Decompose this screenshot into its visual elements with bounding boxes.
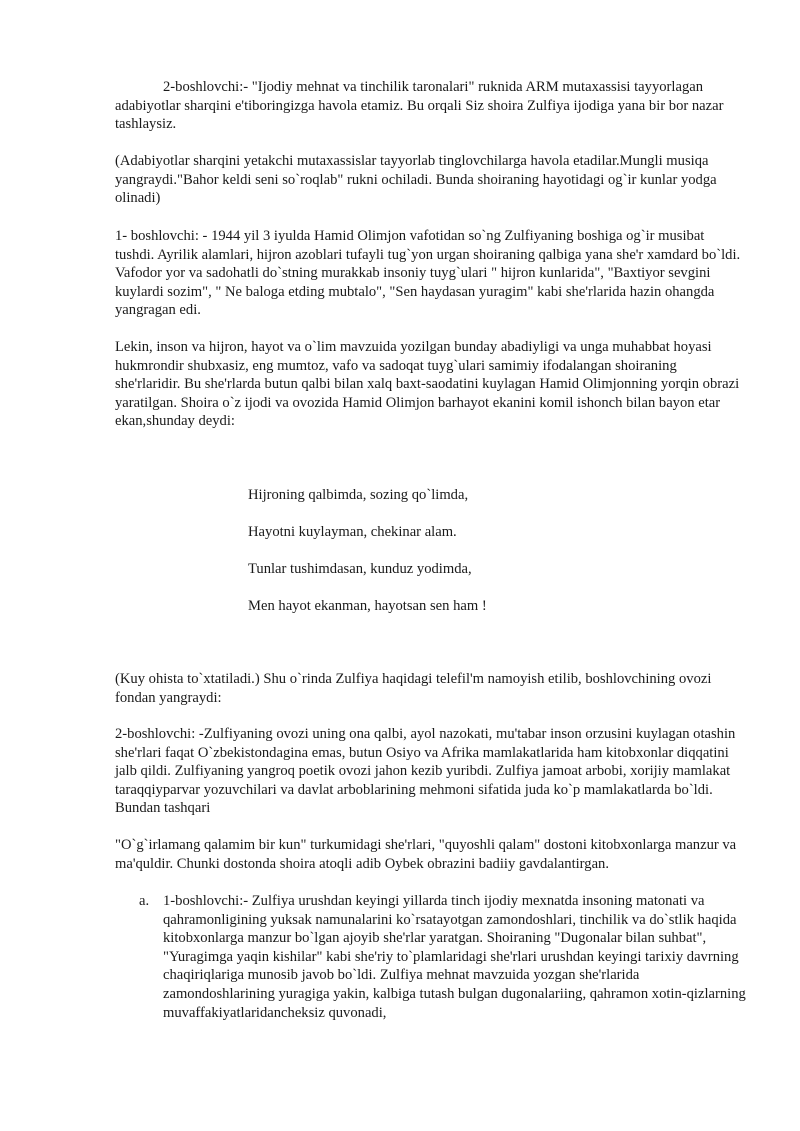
paragraph-poem-series: "O`g`irlamang qalamim bir kun" turkumidagi she'rlari, "quyoshli qalam" dostoni kitobxonlarga manzur va ma'quldir. Chunki dostonda shoira atoqli adib Oybek obrazini badiiy gavdalantirgan. <box>115 837 737 872</box>
paragraph-intro: 2-boshlovchi:- "Ijodiy mehnat va tinchilik taronalari" ruknida ARM mutaxassisi tayyorlagan adabiyotlar sharqini e'tiboringizga havola etamiz. Bu orqali Siz shoira Zulfiya ijodiga yana bir bor nazar tashlaysiz. <box>115 79 724 133</box>
paragraph-stage-direction: (Adabiyotlar sharqini yetakchi mutaxassislar tayyorlab tinglovchilarga havola etadilar.Mungli musiqa yangraydi."Bahor keldi seni so`roqlab" rukni ochiladi. Bunda shoiraning hayotidagi og`ir kunlar yodga olinadi) <box>115 153 717 207</box>
list-item: 1-boshlovchi:- Zulfiya urushdan keyingi yillarda tinch ijodiy mexnatda insoning matonati va qahramonligining yuksak namunalarini ko`rsatayotgan zamondoshlari, tinchilik va do`stlik haqida kitobxonlarga manzur bo`lgan ajoyib she'rlar yaratgan. Shoiraning "Dugonalar bilan suhbat", "Yuragimga yaqin kishilar" kabi she'riy to`plamlaridagi she'rlari urushdan keyingi tarixiy davrning chaqiriqlariga munosib javob bo`ldi. Zulfiya mehnat mavzuida yozgan she'rlarida zamondoshlarining yuragiga yakin, kalbiga tutash bulgan dugonalariing, qahramon xotin-qizlarning muvaffakiyatlaridancheksiz quvonadi, <box>163 893 746 1021</box>
poem-line: Hayotni kuylayman, chekinar alam. <box>248 524 457 540</box>
paragraph-film-note: (Kuy ohista to`xtatiladi.) Shu o`rinda Zulfiya haqidagi telefil'm namoyish etilib, boshlovchining ovozi fondan yangraydi: <box>115 671 712 706</box>
paragraph-host-1: 1- boshlovchi: - 1944 yil 3 iyulda Hamid Olimjon vafotidan so`ng Zulfiyaning boshiga og`ir musibat tushdi. Ayrilik alamlari, hijron azoblari tufayli tug`yon urgan shoiraning qalbiga yana she'r xamdard bo`ldi. Vafodor yor va sadohatli do`stning murakkab insoniy tuyg`ulari " hijron kunlarida", "Baxtiyor sevgini kuylardi sozim", " Ne baloga etding mubtalo", "Sen haydasan yuragim" kabi she'rlarida hazin ohangda yangragan edi. <box>115 228 741 319</box>
poem-line: Hijroning qalbimda, sozing qo`limda, <box>248 487 469 503</box>
poem-line: Men hayot ekanman, hayotsan sen ham ! <box>248 598 487 614</box>
paragraph-body: Lekin, inson va hijron, hayot va o`lim mavzuida yozilgan bunday abadiyligi va unga muhabbat hoyasi hukmrondir shubxasiz, eng mumtoz, vafo va sadoqat tuyg`ulari samimiy ifodalangan shoiraning she'rlaridir. Bu she'rlarda butun qalbi bilan xalq baxt-saodatini kuylagan Hamid Olimjonning yorqin obrazi yaratilgan. Shoira o`z ijodi va ovozida Hamid Olimjon barhayot ekanini komil ishonch bilan bayon etar ekan,shunday deydi: <box>115 339 740 430</box>
paragraph-host-2: 2-boshlovchi: -Zulfiyaning ovozi uning ona qalbi, ayol nazokati, mu'tabar inson orzusini kuylagan otashin she'rlari faqat O`zbekistondagina emas, butun Osiyo va Afrika mamlakatlarida ham kitobxonlar diqqatini jalb qildi. Zulfiyaning yangroq poetik ovozi jahon kezib yuribdi. Zulfiya jamoat arbobi, xorijiy mamlakat taraqqiyparvar yozuvchilari va davlat arboblarining mehmoni sifatida juda ko`p mamlakatlarda bo`ldi. Bundan tashqari <box>115 726 736 817</box>
poem-line: Tunlar tushimdasan, kunduz yodimda, <box>248 561 472 577</box>
list-marker: a. <box>139 893 150 909</box>
